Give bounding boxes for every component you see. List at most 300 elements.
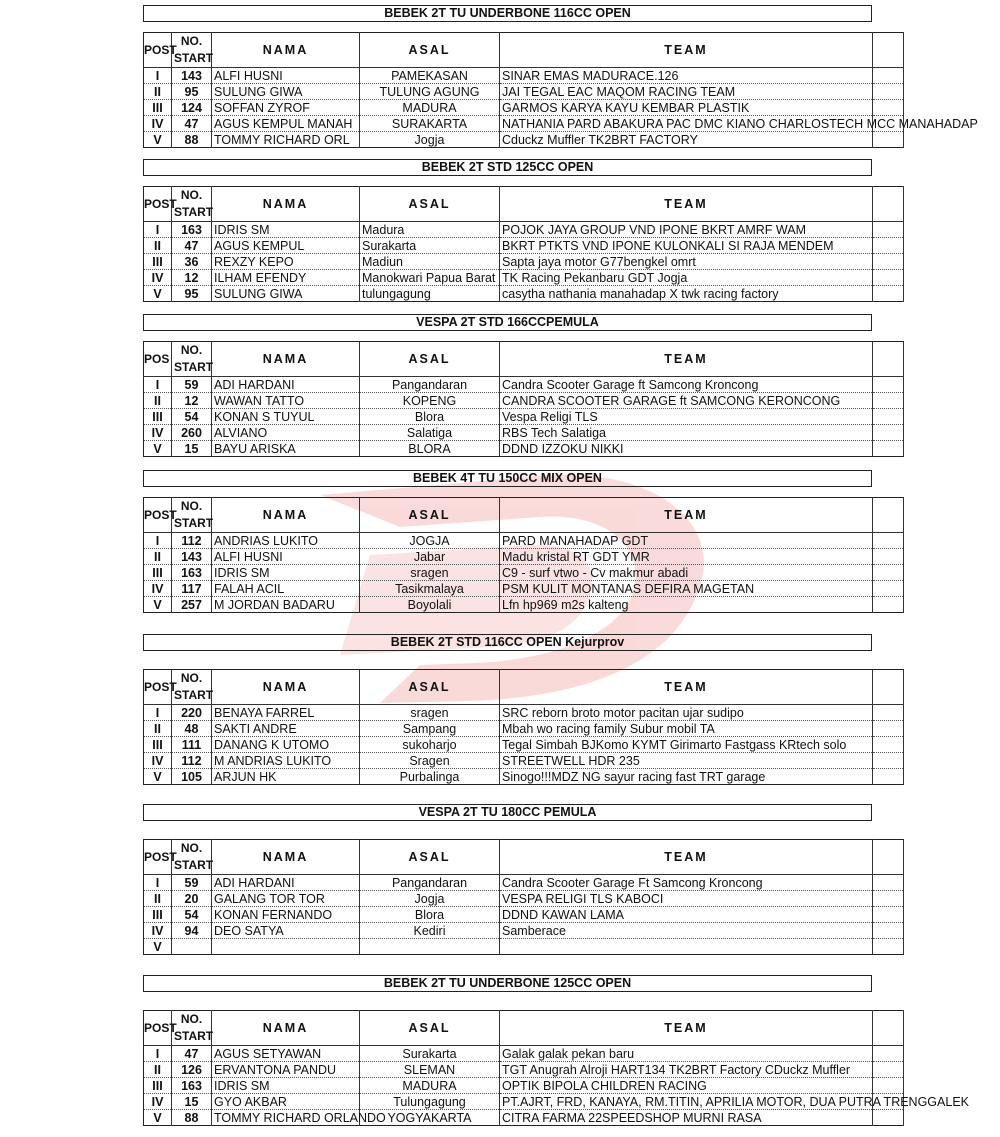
cell-asal: Tulungagung <box>360 1094 500 1110</box>
cell-no-start: 94 <box>172 923 212 939</box>
cell-pos: III <box>144 100 172 116</box>
header-no-start <box>172 840 212 875</box>
cell-spacer <box>873 737 904 753</box>
cell-team: NATHANIA PARD ABAKURA PAC DMC KIANO CHARLOSTECH MCC MANAHADAP <box>500 116 873 132</box>
cell-no-start: 105 <box>172 769 212 785</box>
table-row <box>144 597 904 613</box>
cell-nama: TOMMY RICHARD ORLANDO <box>212 1110 360 1126</box>
table-row <box>144 286 904 302</box>
cell-no-start: 36 <box>172 254 212 270</box>
cell-asal: TULUNG AGUNG <box>360 84 500 100</box>
cell-spacer <box>873 1078 904 1094</box>
cell-team: Candra Scooter Garage Ft Samcong Kroncong <box>500 875 873 891</box>
cell-no-start: 111 <box>172 737 212 753</box>
cell-team: RBS Tech Salatiga <box>500 425 873 441</box>
section-title: BEBEK 2T STD 116CC OPEN Kejurprov <box>143 634 872 651</box>
cell-spacer <box>873 254 904 270</box>
cell-spacer <box>873 721 904 737</box>
cell-nama: SULUNG GIWA <box>212 84 360 100</box>
cell-team: STREETWELL HDR 235 <box>500 753 873 769</box>
cell-nama: SAKTI ANDRE <box>212 721 360 737</box>
header-pos: POST <box>144 498 172 533</box>
cell-spacer <box>873 907 904 923</box>
header-nama: NAMA <box>212 187 360 222</box>
cell-team: POJOK JAYA GROUP VND IPONE BKRT AMRF WAM <box>500 222 873 238</box>
cell-pos: V <box>144 939 172 955</box>
header-no: NO. <box>180 671 203 685</box>
table-row <box>144 377 904 393</box>
cell-nama: ALVIANO <box>212 425 360 441</box>
table-row <box>144 891 904 907</box>
table-row <box>144 132 904 148</box>
section-title: BEBEK 2T STD 125CC OPEN <box>143 159 872 176</box>
cell-team: casytha nathania manahadap X twk racing factory <box>500 286 873 302</box>
cell-no-start: 163 <box>172 1078 212 1094</box>
header-no-start <box>172 1011 212 1046</box>
section-title: BEBEK 2T TU UNDERBONE 116CC OPEN <box>143 5 872 22</box>
cell-nama: ALFI HUSNI <box>212 549 360 565</box>
cell-team: TK Racing Pekanbaru GDT Jogja <box>500 270 873 286</box>
cell-asal: Boyolali <box>360 597 500 613</box>
cell-asal: Jogja <box>360 891 500 907</box>
cell-team: Cduckz Muffler TK2BRT FACTORY <box>500 132 873 148</box>
header-pos: POST <box>144 670 172 705</box>
header-spacer <box>873 670 904 705</box>
table-row <box>144 705 904 721</box>
cell-spacer <box>873 875 904 891</box>
header-start: START <box>174 205 214 219</box>
header-team: TEAM <box>500 840 873 875</box>
cell-pos: IV <box>144 581 172 597</box>
header-asal: ASAL <box>360 498 500 533</box>
section-title: VESPA 2T STD 166CCPEMULA <box>143 314 872 331</box>
header-pos: POST <box>144 1011 172 1046</box>
cell-no-start: 95 <box>172 84 212 100</box>
cell-spacer <box>873 132 904 148</box>
cell-asal: PAMEKASAN <box>360 68 500 84</box>
header-team: TEAM <box>500 342 873 377</box>
header-asal: ASAL <box>360 840 500 875</box>
cell-spacer <box>873 597 904 613</box>
cell-pos: I <box>144 875 172 891</box>
cell-pos: III <box>144 1078 172 1094</box>
cell-pos: V <box>144 441 172 457</box>
cell-no-start: 163 <box>172 222 212 238</box>
cell-team: BKRT PTKTS VND IPONE KULONKALI SI RAJA MENDEM <box>500 238 873 254</box>
cell-team: Tegal Simbah BJKomo KYMT Girimarto Fastgass KRtech solo <box>500 737 873 753</box>
cell-pos: II <box>144 238 172 254</box>
cell-spacer <box>873 769 904 785</box>
cell-nama: FALAH ACIL <box>212 581 360 597</box>
cell-asal: sukoharjo <box>360 737 500 753</box>
cell-asal: sragen <box>360 705 500 721</box>
table-row <box>144 769 904 785</box>
cell-team: CITRA FARMA 22SPEEDSHOP MURNI RASA <box>500 1110 873 1126</box>
table-row <box>144 1110 904 1126</box>
header-row <box>144 840 904 875</box>
cell-no-start: 163 <box>172 565 212 581</box>
cell-nama: IDRIS SM <box>212 222 360 238</box>
cell-no-start: 126 <box>172 1062 212 1078</box>
cell-no-start: 88 <box>172 132 212 148</box>
cell-no-start: 95 <box>172 286 212 302</box>
cell-team <box>500 939 873 955</box>
cell-asal: Surakarta <box>360 238 500 254</box>
cell-no-start: 54 <box>172 907 212 923</box>
results-table <box>143 32 978 148</box>
cell-no-start: 47 <box>172 116 212 132</box>
cell-asal: Madiun <box>360 254 500 270</box>
cell-pos: I <box>144 222 172 238</box>
header-no: NO. <box>180 343 203 357</box>
cell-asal: sragen <box>360 565 500 581</box>
cell-no-start: 143 <box>172 68 212 84</box>
cell-spacer <box>873 377 904 393</box>
header-team: TEAM <box>500 498 873 533</box>
cell-asal: KOPENG <box>360 393 500 409</box>
header-asal: ASAL <box>360 33 500 68</box>
cell-team: SRC reborn broto motor pacitan ujar sudipo <box>500 705 873 721</box>
cell-no-start: 220 <box>172 705 212 721</box>
table-row <box>144 923 904 939</box>
header-spacer <box>873 1011 904 1046</box>
header-start: START <box>174 688 214 702</box>
table-row <box>144 393 904 409</box>
cell-nama: ILHAM EFENDY <box>212 270 360 286</box>
header-team: TEAM <box>500 33 873 68</box>
header-pos: POST <box>144 187 172 222</box>
table-row <box>144 270 904 286</box>
cell-pos: II <box>144 891 172 907</box>
cell-team: DDND IZZOKU NIKKI <box>500 441 873 457</box>
cell-team: PSM KULIT MONTANAS DEFIRA MAGETAN <box>500 581 873 597</box>
table-row <box>144 68 904 84</box>
section-title: VESPA 2T TU 180CC PEMULA <box>143 804 872 821</box>
cell-asal: Madura <box>360 222 500 238</box>
header-team: TEAM <box>500 187 873 222</box>
cell-pos: I <box>144 377 172 393</box>
cell-asal: Tasikmalaya <box>360 581 500 597</box>
cell-no-start: 124 <box>172 100 212 116</box>
cell-pos: IV <box>144 923 172 939</box>
section-title: BEBEK 4T TU 150CC MIX OPEN <box>143 470 872 487</box>
header-nama: NAMA <box>212 342 360 377</box>
cell-asal: MADURA <box>360 100 500 116</box>
cell-spacer <box>873 84 904 100</box>
cell-team: Sapta jaya motor G77bengkel omrt <box>500 254 873 270</box>
cell-pos: V <box>144 286 172 302</box>
table-row <box>144 1062 904 1078</box>
cell-spacer <box>873 1062 904 1078</box>
cell-nama: SOFFAN ZYROF <box>212 100 360 116</box>
cell-asal: Jabar <box>360 549 500 565</box>
header-row <box>144 342 904 377</box>
table-row <box>144 549 904 565</box>
cell-no-start: 15 <box>172 1094 212 1110</box>
cell-asal: MADURA <box>360 1078 500 1094</box>
cell-nama: WAWAN TATTO <box>212 393 360 409</box>
table-row <box>144 425 904 441</box>
cell-asal: Pangandaran <box>360 875 500 891</box>
cell-asal: Sampang <box>360 721 500 737</box>
cell-no-start: 112 <box>172 753 212 769</box>
cell-asal: tulungagung <box>360 286 500 302</box>
cell-spacer <box>873 1110 904 1126</box>
header-asal: ASAL <box>360 670 500 705</box>
cell-spacer <box>873 705 904 721</box>
header-no: NO. <box>180 188 203 202</box>
cell-team: TGT Anugrah Alroji HART134 TK2BRT Factory CDuckz Muffler <box>500 1062 873 1078</box>
cell-spacer <box>873 286 904 302</box>
cell-nama: ALFI HUSNI <box>212 68 360 84</box>
cell-pos: II <box>144 84 172 100</box>
cell-pos: V <box>144 597 172 613</box>
cell-spacer <box>873 939 904 955</box>
cell-no-start: 257 <box>172 597 212 613</box>
table-row <box>144 254 904 270</box>
cell-team: GARMOS KARYA KAYU KEMBAR PLASTIK <box>500 100 873 116</box>
cell-team: OPTIK BIPOLA CHILDREN RACING <box>500 1078 873 1094</box>
cell-nama: KONAN FERNANDO <box>212 907 360 923</box>
results-table <box>143 341 904 457</box>
cell-pos: V <box>144 769 172 785</box>
cell-nama: ERVANTONA PANDU <box>212 1062 360 1078</box>
table-row <box>144 753 904 769</box>
cell-nama: AGUS SETYAWAN <box>212 1046 360 1062</box>
header-row <box>144 498 904 533</box>
cell-no-start: 112 <box>172 533 212 549</box>
cell-asal: Manokwari Papua Barat <box>360 270 500 286</box>
cell-pos: I <box>144 533 172 549</box>
cell-asal: Jogja <box>360 132 500 148</box>
cell-nama: M ANDRIAS LUKITO <box>212 753 360 769</box>
cell-pos: I <box>144 705 172 721</box>
cell-nama: ADI HARDANI <box>212 875 360 891</box>
header-row <box>144 33 904 68</box>
header-asal: ASAL <box>360 187 500 222</box>
cell-pos: III <box>144 907 172 923</box>
cell-team: C9 - surf vtwo - Cv makmur abadi <box>500 565 873 581</box>
cell-asal: SURAKARTA <box>360 116 500 132</box>
cell-pos: IV <box>144 270 172 286</box>
header-no: NO. <box>180 499 203 513</box>
header-nama: NAMA <box>212 840 360 875</box>
header-team: TEAM <box>500 1011 873 1046</box>
table-row <box>144 875 904 891</box>
header-row <box>144 187 904 222</box>
cell-team: Galak galak pekan baru <box>500 1046 873 1062</box>
section-title: BEBEK 2T TU UNDERBONE 125CC OPEN <box>143 975 872 992</box>
cell-team: VESPA RELIGI TLS KABOCI <box>500 891 873 907</box>
header-start: START <box>174 858 214 872</box>
cell-team: Samberace <box>500 923 873 939</box>
header-no-start <box>172 187 212 222</box>
header-pos: POST <box>144 33 172 68</box>
cell-asal: Kediri <box>360 923 500 939</box>
header-spacer <box>873 33 904 68</box>
cell-spacer <box>873 68 904 84</box>
header-team: TEAM <box>500 670 873 705</box>
header-no-start <box>172 670 212 705</box>
cell-team: Candra Scooter Garage ft Samcong Kroncong <box>500 377 873 393</box>
cell-team: Sinogo!!!MDZ NG sayur racing fast TRT garage <box>500 769 873 785</box>
table-row <box>144 222 904 238</box>
cell-nama: ANDRIAS LUKITO <box>212 533 360 549</box>
cell-spacer <box>873 891 904 907</box>
cell-no-start: 12 <box>172 270 212 286</box>
table-row <box>144 409 904 425</box>
table-row <box>144 1046 904 1062</box>
cell-spacer <box>873 581 904 597</box>
header-start: START <box>174 1029 214 1043</box>
cell-team: DDND KAWAN LAMA <box>500 907 873 923</box>
results-table <box>143 186 904 302</box>
cell-pos: IV <box>144 425 172 441</box>
cell-asal: BLORA <box>360 441 500 457</box>
header-asal: ASAL <box>360 1011 500 1046</box>
cell-team: JAI TEGAL EAC MAQOM RACING TEAM <box>500 84 873 100</box>
table-row <box>144 441 904 457</box>
cell-pos: II <box>144 1062 172 1078</box>
header-spacer <box>873 840 904 875</box>
cell-nama: TOMMY RICHARD ORL <box>212 132 360 148</box>
cell-no-start: 88 <box>172 1110 212 1126</box>
table-row <box>144 533 904 549</box>
header-asal: ASAL <box>360 342 500 377</box>
cell-team: PT.AJRT, FRD, KANAYA, RM.TITIN, APRILIA MOTOR, DUA PUTRA TRENGGALEK <box>500 1094 873 1110</box>
cell-nama <box>212 939 360 955</box>
header-spacer <box>873 187 904 222</box>
cell-nama: SULUNG GIWA <box>212 286 360 302</box>
cell-spacer <box>873 270 904 286</box>
cell-spacer <box>873 923 904 939</box>
cell-nama: BENAYA FARREL <box>212 705 360 721</box>
table-row <box>144 1094 904 1110</box>
cell-asal: YOGYAKARTA <box>360 1110 500 1126</box>
cell-nama: GALANG TOR TOR <box>212 891 360 907</box>
table-row <box>144 907 904 923</box>
cell-nama: ADI HARDANI <box>212 377 360 393</box>
table-row <box>144 939 904 955</box>
cell-asal: Surakarta <box>360 1046 500 1062</box>
cell-asal: Pangandaran <box>360 377 500 393</box>
cell-nama: REXZY KEPO <box>212 254 360 270</box>
cell-nama: IDRIS SM <box>212 1078 360 1094</box>
results-table <box>143 497 904 613</box>
cell-spacer <box>873 409 904 425</box>
cell-spacer <box>873 1046 904 1062</box>
cell-no-start: 12 <box>172 393 212 409</box>
cell-no-start: 59 <box>172 377 212 393</box>
table-row <box>144 737 904 753</box>
header-start: START <box>174 516 214 530</box>
header-nama: NAMA <box>212 1011 360 1046</box>
header-no-start <box>172 33 212 68</box>
cell-asal: Sragen <box>360 753 500 769</box>
table-row <box>144 1078 904 1094</box>
cell-nama: DEO SATYA <box>212 923 360 939</box>
header-no-start <box>172 498 212 533</box>
cell-team: Madu kristal RT GDT YMR <box>500 549 873 565</box>
cell-no-start: 260 <box>172 425 212 441</box>
cell-no-start: 117 <box>172 581 212 597</box>
cell-asal: Blora <box>360 409 500 425</box>
cell-spacer <box>873 238 904 254</box>
header-no: NO. <box>180 34 203 48</box>
header-start: START <box>174 51 214 65</box>
results-table <box>143 839 904 955</box>
header-spacer <box>873 342 904 377</box>
cell-pos: IV <box>144 753 172 769</box>
cell-pos: V <box>144 132 172 148</box>
cell-no-start: 47 <box>172 238 212 254</box>
cell-asal: Purbalinga <box>360 769 500 785</box>
header-pos: POS <box>144 342 172 377</box>
cell-team: CANDRA SCOOTER GARAGE ft SAMCONG KERONCONG <box>500 393 873 409</box>
cell-spacer <box>873 100 904 116</box>
cell-spacer <box>873 393 904 409</box>
cell-pos: V <box>144 1110 172 1126</box>
cell-asal: SLEMAN <box>360 1062 500 1078</box>
cell-pos: IV <box>144 1094 172 1110</box>
cell-no-start <box>172 939 212 955</box>
cell-asal: JOGJA <box>360 533 500 549</box>
results-table <box>143 1010 969 1126</box>
cell-pos: II <box>144 721 172 737</box>
cell-no-start: 48 <box>172 721 212 737</box>
cell-no-start: 20 <box>172 891 212 907</box>
header-start: START <box>174 360 214 374</box>
table-row <box>144 100 904 116</box>
cell-pos: III <box>144 565 172 581</box>
table-row <box>144 116 904 132</box>
header-nama: NAMA <box>212 670 360 705</box>
cell-no-start: 143 <box>172 549 212 565</box>
cell-nama: AGUS KEMPUL MANAH <box>212 116 360 132</box>
header-nama: NAMA <box>212 33 360 68</box>
cell-spacer <box>873 533 904 549</box>
cell-no-start: 15 <box>172 441 212 457</box>
cell-no-start: 59 <box>172 875 212 891</box>
cell-nama: M JORDAN BADARU <box>212 597 360 613</box>
cell-pos: I <box>144 1046 172 1062</box>
header-no: NO. <box>180 1012 203 1026</box>
cell-nama: ARJUN HK <box>212 769 360 785</box>
cell-team: PARD MANAHADAP GDT <box>500 533 873 549</box>
cell-spacer <box>873 222 904 238</box>
table-row <box>144 581 904 597</box>
header-row <box>144 670 904 705</box>
cell-pos: II <box>144 549 172 565</box>
cell-pos: I <box>144 68 172 84</box>
cell-pos: II <box>144 393 172 409</box>
cell-spacer <box>873 565 904 581</box>
cell-spacer <box>873 549 904 565</box>
cell-spacer <box>873 425 904 441</box>
table-row <box>144 565 904 581</box>
results-table <box>143 669 904 785</box>
table-row <box>144 238 904 254</box>
cell-asal: Blora <box>360 907 500 923</box>
cell-no-start: 47 <box>172 1046 212 1062</box>
cell-nama: DANANG K UTOMO <box>212 737 360 753</box>
table-row <box>144 84 904 100</box>
header-pos: POST <box>144 840 172 875</box>
cell-team: Mbah wo racing family Subur mobil TA <box>500 721 873 737</box>
cell-pos: III <box>144 409 172 425</box>
header-row <box>144 1011 904 1046</box>
cell-no-start: 54 <box>172 409 212 425</box>
